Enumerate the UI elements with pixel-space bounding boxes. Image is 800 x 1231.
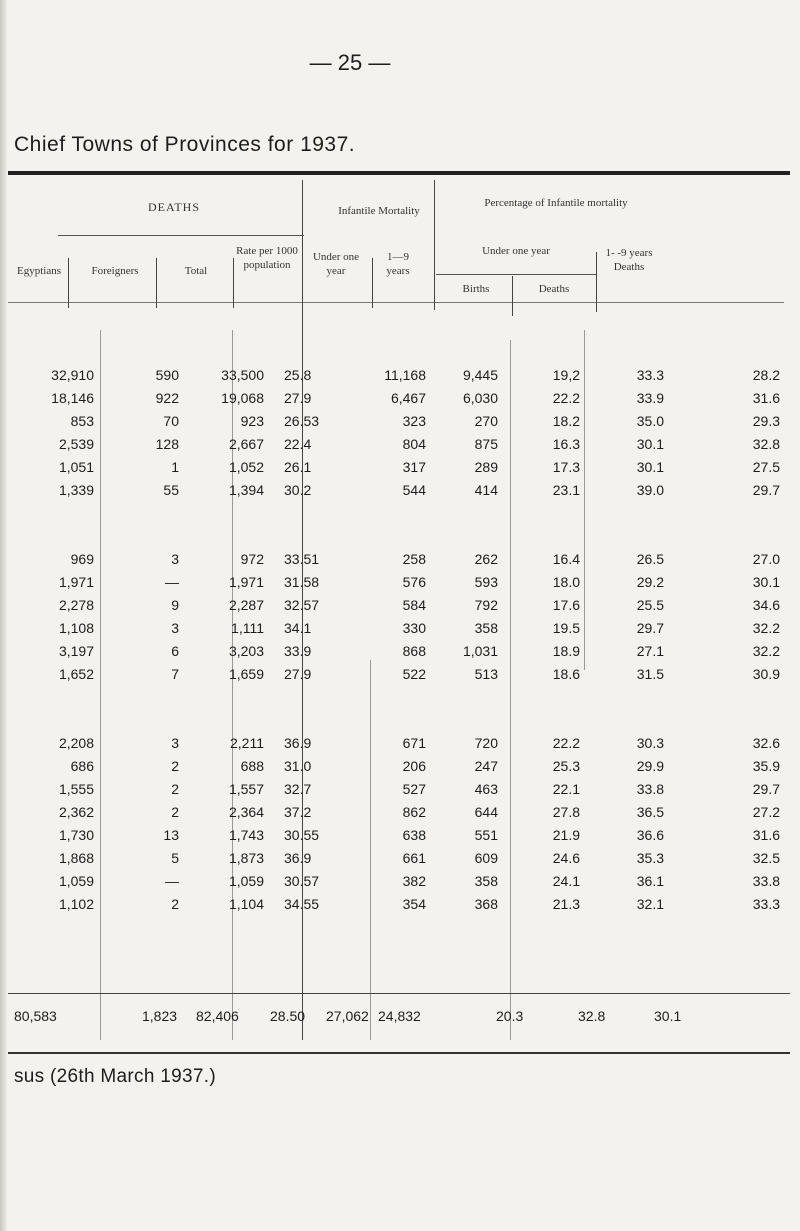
table-cell: 27.2 bbox=[752, 803, 780, 820]
totals-rule bbox=[8, 993, 790, 994]
table-cell: 26.5 bbox=[636, 550, 664, 567]
table-cell: 32.2 bbox=[752, 642, 780, 659]
table-cell: 36.9 bbox=[284, 849, 312, 866]
table-cell: 29.2 bbox=[636, 573, 664, 590]
table-cell: 862 bbox=[402, 803, 426, 820]
table-cell: 18.9 bbox=[552, 642, 580, 659]
header-infantile-mortality: Infantile Mortality bbox=[338, 205, 420, 217]
mortality-table bbox=[12, 363, 790, 915]
table-cell: 29.7 bbox=[752, 780, 780, 797]
table-cell: 270 bbox=[474, 412, 498, 429]
table-cell: 29.7 bbox=[752, 481, 780, 498]
table-cell: 37.2 bbox=[284, 803, 312, 820]
column-divider bbox=[434, 180, 435, 310]
table-cell: 25.5 bbox=[636, 596, 664, 613]
table-cell: 1,971 bbox=[58, 573, 94, 590]
page-binding-edge bbox=[0, 0, 7, 1231]
table-cell: 258 bbox=[402, 550, 426, 567]
table-row bbox=[12, 363, 790, 386]
table-cell: 13 bbox=[163, 826, 179, 843]
table-cell: 27.1 bbox=[636, 642, 664, 659]
table-cell: 35.0 bbox=[636, 412, 664, 429]
table-cell: 2,364 bbox=[228, 803, 264, 820]
table-row bbox=[12, 892, 790, 915]
table-cell: 2,211 bbox=[230, 734, 264, 751]
table-cell: 9 bbox=[171, 596, 179, 613]
page-title: Chief Towns of Provinces for 1937. bbox=[14, 133, 356, 156]
table-cell: 21.3 bbox=[552, 895, 580, 912]
table-cell: 32.7 bbox=[284, 780, 312, 797]
table-cell: 5 bbox=[171, 849, 179, 866]
table-cell: 414 bbox=[474, 481, 498, 498]
group-spacer bbox=[12, 685, 790, 731]
table-cell: 34.55 bbox=[284, 895, 320, 912]
table-cell: 36.1 bbox=[636, 872, 664, 889]
table-cell: 576 bbox=[402, 573, 426, 590]
table-cell: 922 bbox=[155, 389, 179, 406]
table-cell: 247 bbox=[474, 757, 498, 774]
table-cell: 6,467 bbox=[390, 389, 426, 406]
table-cell: 29.3 bbox=[752, 412, 780, 429]
totals-row bbox=[12, 1008, 790, 1032]
table-cell: 33.8 bbox=[636, 780, 664, 797]
total-pct-births: 20.3 bbox=[496, 1008, 524, 1024]
table-cell: 30.55 bbox=[284, 826, 320, 843]
column-divider bbox=[596, 252, 597, 312]
table-cell: 32.6 bbox=[752, 734, 780, 751]
table-cell: 32.2 bbox=[752, 619, 780, 636]
table-cell: 26.1 bbox=[284, 458, 312, 475]
table-cell: — bbox=[165, 872, 179, 889]
table-cell: 27.9 bbox=[284, 665, 312, 682]
table-cell: 2 bbox=[171, 757, 179, 774]
table-row bbox=[12, 409, 790, 432]
header-pct-under-one: Under one year bbox=[482, 245, 550, 257]
header-percentage: Percentage of Infantile mortality bbox=[484, 197, 628, 209]
table-cell: 27.5 bbox=[752, 458, 780, 475]
table-cell: 70 bbox=[163, 412, 179, 429]
table-cell: 33.9 bbox=[284, 642, 312, 659]
table-cell: 29.7 bbox=[636, 619, 664, 636]
table-cell: 26.53 bbox=[284, 412, 320, 429]
table-cell: 609 bbox=[474, 849, 498, 866]
table-cell: 24.1 bbox=[552, 872, 580, 889]
table-cell: 32.57 bbox=[284, 596, 320, 613]
table-row bbox=[12, 432, 790, 455]
table-row bbox=[12, 777, 790, 800]
table-cell: 17.6 bbox=[552, 596, 580, 613]
table-cell: 358 bbox=[474, 872, 498, 889]
table-cell: 686 bbox=[70, 757, 94, 774]
table-cell: 330 bbox=[402, 619, 426, 636]
table-cell: 289 bbox=[474, 458, 498, 475]
table-cell: 590 bbox=[155, 366, 179, 383]
bottom-rule bbox=[8, 1052, 790, 1054]
table-row bbox=[12, 616, 790, 639]
table-cell: 33.3 bbox=[752, 895, 780, 912]
table-cell: 661 bbox=[402, 849, 426, 866]
table-cell: 30.2 bbox=[284, 481, 312, 498]
table-cell: 1,971 bbox=[228, 573, 264, 590]
table-cell: 2 bbox=[171, 895, 179, 912]
table-cell: 31.58 bbox=[284, 573, 320, 590]
table-cell: 3 bbox=[171, 734, 179, 751]
table-cell: 32.8 bbox=[752, 435, 780, 452]
table-cell: 1,555 bbox=[58, 780, 94, 797]
table-row bbox=[12, 800, 790, 823]
table-cell: 1 bbox=[171, 458, 179, 475]
table-cell: 3 bbox=[171, 550, 179, 567]
group-spacer bbox=[12, 501, 790, 547]
table-cell: 1,743 bbox=[228, 826, 264, 843]
total-rate: 28.50 bbox=[270, 1008, 306, 1024]
table-cell: 22.2 bbox=[552, 389, 580, 406]
table-cell: 29.9 bbox=[636, 757, 664, 774]
table-cell: 32,910 bbox=[51, 366, 94, 383]
table-cell: 584 bbox=[402, 596, 426, 613]
table-cell: 2,539 bbox=[58, 435, 94, 452]
column-divider bbox=[68, 258, 69, 308]
table-cell: 25.3 bbox=[552, 757, 580, 774]
table-cell: 1,102 bbox=[58, 895, 94, 912]
table-cell: 463 bbox=[474, 780, 498, 797]
table-cell: 30.1 bbox=[636, 458, 664, 475]
table-cell: 27.9 bbox=[284, 389, 312, 406]
total-under-one: 27,062 bbox=[326, 1008, 369, 1024]
table-cell: 1,873 bbox=[228, 849, 264, 866]
top-rule bbox=[8, 171, 790, 175]
table-cell: 720 bbox=[474, 734, 498, 751]
table-cell: 354 bbox=[402, 895, 426, 912]
table-cell: 1,557 bbox=[228, 780, 264, 797]
table-cell: 33.8 bbox=[752, 872, 780, 889]
table-cell: 9,445 bbox=[462, 366, 498, 383]
header-one-to-nine: 1—9 years bbox=[386, 251, 410, 277]
table-cell: 969 bbox=[70, 550, 94, 567]
table-cell: 1,108 bbox=[58, 619, 94, 636]
table-cell: 638 bbox=[402, 826, 426, 843]
table-cell: 527 bbox=[402, 780, 426, 797]
table-row bbox=[12, 478, 790, 501]
table-cell: 6,030 bbox=[462, 389, 498, 406]
table-cell: 22.4 bbox=[284, 435, 312, 452]
table-cell: 34.6 bbox=[752, 596, 780, 613]
table-cell: 2 bbox=[171, 803, 179, 820]
table-cell: 688 bbox=[240, 757, 264, 774]
table-cell: 18.0 bbox=[552, 573, 580, 590]
table-cell: 1,051 bbox=[58, 458, 94, 475]
table-cell: 262 bbox=[474, 550, 498, 567]
table-row bbox=[12, 547, 790, 570]
table-cell: 32.1 bbox=[636, 895, 664, 912]
table-row bbox=[12, 662, 790, 685]
table-cell: 30.9 bbox=[752, 665, 780, 682]
table-cell: 1,659 bbox=[228, 665, 264, 682]
table-cell: 36.6 bbox=[636, 826, 664, 843]
table-cell: 3 bbox=[171, 619, 179, 636]
table-cell: 853 bbox=[70, 412, 94, 429]
total-pct-deaths: 32.8 bbox=[578, 1008, 606, 1024]
table-cell: 923 bbox=[240, 412, 264, 429]
table-cell: 22.1 bbox=[552, 780, 580, 797]
table-cell: 3,197 bbox=[58, 642, 94, 659]
table-cell: 1,059 bbox=[58, 872, 94, 889]
table-cell: 2,278 bbox=[58, 596, 94, 613]
table-cell: 1,104 bbox=[228, 895, 264, 912]
column-divider bbox=[372, 258, 373, 308]
table-cell: 30.1 bbox=[636, 435, 664, 452]
header-underline bbox=[436, 274, 596, 275]
table-cell: 2,287 bbox=[228, 596, 264, 613]
table-cell: 36.9 bbox=[284, 734, 312, 751]
table-cell: 31.5 bbox=[636, 665, 664, 682]
table-cell: 206 bbox=[402, 757, 426, 774]
table-cell: 34.1 bbox=[284, 619, 312, 636]
table-cell: 27.8 bbox=[552, 803, 580, 820]
header-under-one-year: Under one year bbox=[312, 251, 360, 277]
table-cell: 11,168 bbox=[384, 366, 426, 383]
header-foreigners: Foreigners bbox=[91, 265, 139, 277]
table-cell: 35.9 bbox=[752, 757, 780, 774]
total-one-to-nine: 24,832 bbox=[378, 1008, 421, 1024]
page-number: — 25 — bbox=[309, 50, 391, 75]
table-cell: 671 bbox=[402, 734, 426, 751]
table-cell: 1,394 bbox=[228, 481, 264, 498]
table-cell: 1,052 bbox=[228, 458, 264, 475]
table-cell: 7 bbox=[171, 665, 179, 682]
table-cell: 522 bbox=[402, 665, 426, 682]
table-cell: 31.6 bbox=[752, 389, 780, 406]
table-cell: 30.57 bbox=[284, 872, 320, 889]
table-cell: 32.5 bbox=[752, 849, 780, 866]
column-divider bbox=[233, 258, 234, 308]
header-pct-one-to-nine: 1- -9 years Deaths bbox=[605, 247, 653, 273]
table-cell: 21.9 bbox=[552, 826, 580, 843]
table-cell: 128 bbox=[155, 435, 179, 452]
table-cell: 1,868 bbox=[58, 849, 94, 866]
header-egyptians: Egyptians bbox=[17, 265, 61, 277]
table-row bbox=[12, 869, 790, 892]
table-cell: 27.0 bbox=[752, 550, 780, 567]
table-cell: 513 bbox=[474, 665, 498, 682]
table-cell: 18,146 bbox=[51, 389, 94, 406]
table-cell: 317 bbox=[402, 458, 426, 475]
table-row bbox=[12, 846, 790, 869]
table-row bbox=[12, 754, 790, 777]
total-foreigners: 1,823 bbox=[142, 1008, 178, 1024]
table-cell: 868 bbox=[402, 642, 426, 659]
table-cell: 2,667 bbox=[228, 435, 264, 452]
table-cell: 382 bbox=[402, 872, 426, 889]
table-cell: 1,730 bbox=[58, 826, 94, 843]
table-cell: 6 bbox=[171, 642, 179, 659]
table-row bbox=[12, 823, 790, 846]
table-cell: 19.5 bbox=[552, 619, 580, 636]
table-cell: 1,339 bbox=[58, 481, 94, 498]
column-divider bbox=[156, 258, 157, 308]
table-cell: 17.3 bbox=[552, 458, 580, 475]
table-cell: 2,208 bbox=[58, 734, 94, 751]
total-all: 82,406 bbox=[196, 1008, 239, 1024]
table-cell: 23.1 bbox=[552, 481, 580, 498]
table-cell: 875 bbox=[474, 435, 498, 452]
header-births: Births bbox=[462, 283, 490, 295]
table-cell: 1,059 bbox=[228, 872, 264, 889]
footer-note: sus (26th March 1937.) bbox=[14, 1066, 216, 1087]
table-row bbox=[12, 570, 790, 593]
table-row bbox=[12, 731, 790, 754]
table-cell: 19,068 bbox=[221, 389, 264, 406]
header-rate: Rate per 1000 population bbox=[236, 245, 298, 271]
table-cell: 792 bbox=[474, 596, 498, 613]
table-cell: 593 bbox=[474, 573, 498, 590]
table-cell: 2,362 bbox=[58, 803, 94, 820]
table-cell: 33,500 bbox=[221, 366, 264, 383]
table-cell: 39.0 bbox=[636, 481, 664, 498]
table-cell: 22.2 bbox=[552, 734, 580, 751]
table-cell: 544 bbox=[402, 481, 426, 498]
table-cell: 358 bbox=[474, 619, 498, 636]
table-cell: 33.3 bbox=[636, 366, 664, 383]
table-cell: 28.2 bbox=[752, 366, 780, 383]
table-cell: 551 bbox=[474, 826, 498, 843]
header-bottom-rule bbox=[8, 302, 784, 303]
table-cell: 18.6 bbox=[552, 665, 580, 682]
header-underline bbox=[58, 235, 304, 236]
table-cell: 31.6 bbox=[752, 826, 780, 843]
table-cell: 30.1 bbox=[752, 573, 780, 590]
table-cell: 31.0 bbox=[284, 757, 312, 774]
total-egyptians: 80,583 bbox=[14, 1008, 57, 1024]
table-cell: — bbox=[165, 573, 179, 590]
table-row bbox=[12, 593, 790, 616]
table-cell: 1,652 bbox=[58, 665, 94, 682]
table-cell: 323 bbox=[402, 412, 426, 429]
table-cell: 2 bbox=[171, 780, 179, 797]
table-row bbox=[12, 386, 790, 409]
table-cell: 18.2 bbox=[552, 412, 580, 429]
table-cell: 804 bbox=[402, 435, 426, 452]
header-deaths-sub: Deaths bbox=[538, 283, 570, 295]
table-row bbox=[12, 455, 790, 478]
table-cell: 368 bbox=[474, 895, 498, 912]
header-total: Total bbox=[184, 265, 208, 277]
table-cell: 55 bbox=[163, 481, 179, 498]
table-cell: 19,2 bbox=[552, 366, 580, 383]
table-cell: 644 bbox=[474, 803, 498, 820]
table-cell: 16.3 bbox=[552, 435, 580, 452]
table-cell: 35.3 bbox=[636, 849, 664, 866]
table-cell: 36.5 bbox=[636, 803, 664, 820]
header-deaths: DEATHS bbox=[147, 200, 200, 214]
total-pct-one-to-nine: 30.1 bbox=[654, 1008, 682, 1024]
table-cell: 972 bbox=[240, 550, 264, 567]
table-cell: 33.9 bbox=[636, 389, 664, 406]
column-divider bbox=[512, 276, 513, 316]
table-row bbox=[12, 639, 790, 662]
table-cell: 1,031 bbox=[462, 642, 498, 659]
table-cell: 30.3 bbox=[636, 734, 664, 751]
table-cell: 1,111 bbox=[231, 619, 264, 636]
table-cell: 3,203 bbox=[228, 642, 264, 659]
table-cell: 25.8 bbox=[284, 366, 312, 383]
table-cell: 33.51 bbox=[284, 550, 320, 567]
table-cell: 16.4 bbox=[552, 550, 580, 567]
table-cell: 24.6 bbox=[552, 849, 580, 866]
